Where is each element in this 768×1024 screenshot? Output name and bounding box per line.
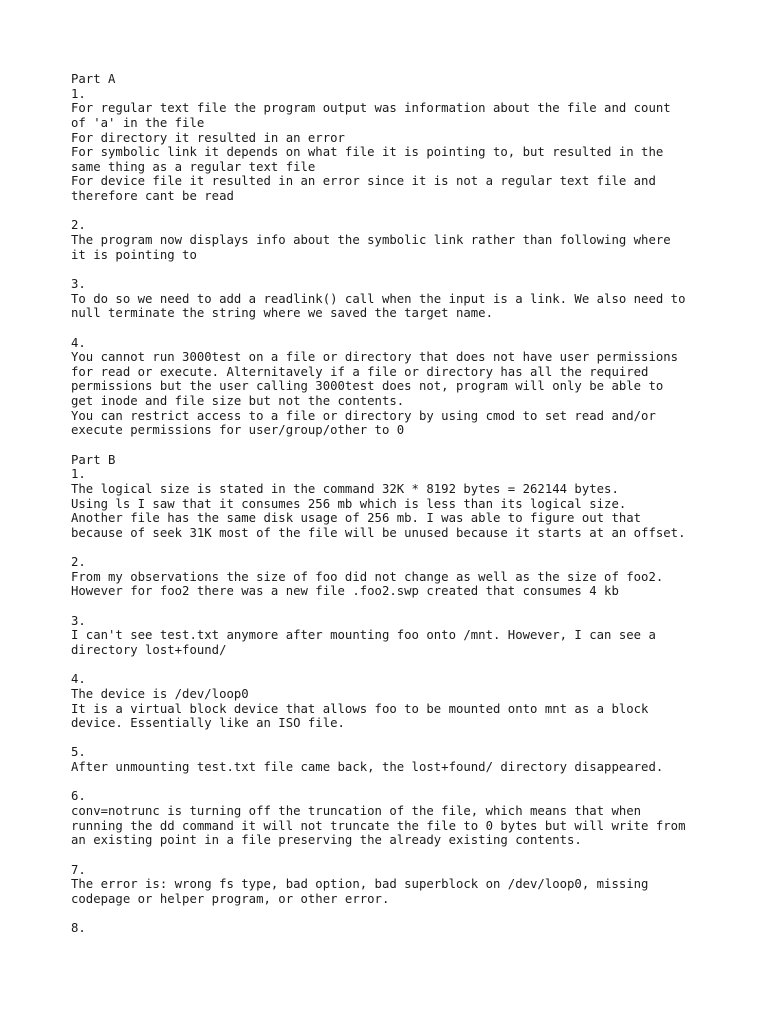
answer-line: same thing as a regular text file <box>71 159 316 174</box>
part-a-question-1 <box>71 87 731 204</box>
part-b-question-2 <box>71 555 731 599</box>
part-a-question-2 <box>71 218 731 262</box>
question-number: 3. <box>71 276 86 291</box>
answer-line: I can't see test.txt anymore after mounting foo onto /mnt. However, I can see a <box>71 628 656 643</box>
answer-line: After unmounting test.txt file came back, the lost+found/ directory disappeared. <box>71 760 664 775</box>
spacer <box>71 775 731 790</box>
question-number: 2. <box>71 555 86 570</box>
answer-line: For device file it resulted in an error since it is not a regular text file and <box>71 174 656 189</box>
part-b-question-6 <box>71 789 731 848</box>
answer-line: directory lost+found/ <box>71 642 227 657</box>
answer-line: However for foo2 there was a new file .foo2.swp created that consumes 4 kb <box>71 584 619 599</box>
answer-line: Another file has the same disk usage of 256 mb. I was able to figure out that <box>71 511 642 526</box>
part-a-question-3 <box>71 277 731 321</box>
answer-line: The device is /dev/loop0 <box>71 686 249 701</box>
part-b-question-3 <box>71 614 731 658</box>
spacer <box>71 438 731 453</box>
question-number: 6. <box>71 789 86 804</box>
spacer <box>71 658 731 673</box>
answer-line: because of seek 31K most of the file will be unused because it starts at an offset. <box>71 525 686 540</box>
question-number: 1. <box>71 86 86 101</box>
answer-line: it is pointing to <box>71 247 197 262</box>
question-number: 7. <box>71 862 86 877</box>
answer-line: of 'a' in the file <box>71 115 205 130</box>
answer-line: The error is: wrong fs type, bad option, bad superblock on /dev/loop0, missing <box>71 877 649 892</box>
part-b-question-4 <box>71 672 731 731</box>
question-number: 4. <box>71 672 86 687</box>
part-b-question-5 <box>71 745 731 774</box>
spacer <box>71 731 731 746</box>
answer-line: To do so we need to add a readlink() call when the input is a link. We also need to <box>71 291 686 306</box>
part-b-question-8 <box>71 921 731 936</box>
answer-line: codepage or helper program, or other error. <box>71 891 390 906</box>
spacer <box>71 848 731 863</box>
answer-line: conv=notrunc is turning off the truncation of the file, which means that when <box>71 804 642 819</box>
question-number: 5. <box>71 745 86 760</box>
spacer <box>71 204 731 219</box>
answer-line: The program now displays info about the symbolic link rather than following where <box>71 233 671 248</box>
answer-line: an existing point in a file preserving the already existing contents. <box>71 833 582 848</box>
spacer <box>71 262 731 277</box>
answer-line: For directory it resulted in an error <box>71 130 345 145</box>
part-b-question-7 <box>71 863 731 907</box>
part-b-heading: Part B <box>71 452 116 467</box>
spacer <box>71 321 731 336</box>
answer-line: therefore cant be read <box>71 189 234 204</box>
answer-line: For regular text file the program output was information about the file and count <box>71 101 671 116</box>
part-a-heading: Part A <box>71 72 116 86</box>
answer-line: for read or execute. Alternitavely if a file or directory has all the required <box>71 364 649 379</box>
part-b-question-1 <box>71 467 731 540</box>
answer-line: You cannot run 3000test on a file or directory that does not have user permissions <box>71 350 679 365</box>
answer-line: For symbolic link it depends on what file it is pointing to, but resulted in the <box>71 145 664 160</box>
question-number: 8. <box>71 921 86 936</box>
answer-line: Using ls I saw that it consumes 256 mb which is less than its logical size. <box>71 496 627 511</box>
answer-line: You can restrict access to a file or directory by using cmod to set read and/or <box>71 408 656 423</box>
question-number: 4. <box>71 335 86 350</box>
answer-line: The logical size is stated in the command 32K * 8192 bytes = 262144 bytes. <box>71 481 619 496</box>
answer-line: running the dd command it will not truncate the file to 0 bytes but will write from <box>71 818 686 833</box>
answer-line: It is a virtual block device that allows foo to be mounted onto mnt as a block <box>71 701 649 716</box>
answer-line: permissions but the user calling 3000test does not, program will only be able to <box>71 379 664 394</box>
question-number: 3. <box>71 613 86 628</box>
answer-line: execute permissions for user/group/other to 0 <box>71 423 405 438</box>
answer-line: get inode and file size but not the contents. <box>71 394 405 409</box>
spacer <box>71 907 731 922</box>
spacer <box>71 541 731 556</box>
answer-line: device. Essentially like an ISO file. <box>71 716 345 731</box>
answer-line: From my observations the size of foo did not change as well as the size of foo2. <box>71 569 664 584</box>
part-a-question-4 <box>71 336 731 438</box>
question-number: 1. <box>71 467 86 482</box>
spacer <box>71 599 731 614</box>
answer-line: null terminate the string where we saved the target name. <box>71 306 493 321</box>
document-page <box>71 72 731 936</box>
question-number: 2. <box>71 218 86 233</box>
